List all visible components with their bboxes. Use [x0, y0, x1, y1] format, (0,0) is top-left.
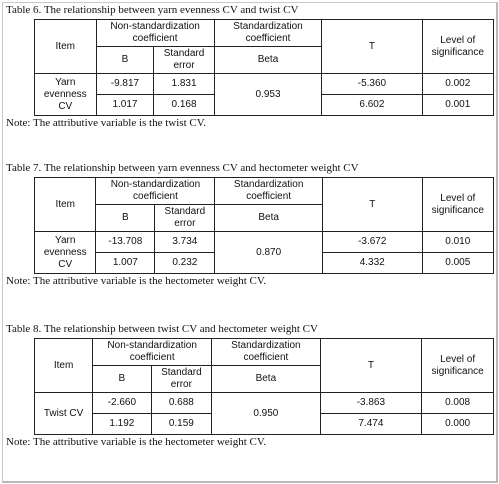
- header-non-std: Non-standardization coefficient: [96, 178, 215, 205]
- cell-se: 0.688: [151, 393, 212, 414]
- header-non-std: Non-standardization coefficient: [93, 339, 212, 366]
- header-non-std: Non-standardization coefficient: [96, 20, 214, 47]
- table-note: Note: The attributive variable is the twist CV.: [6, 117, 207, 129]
- header-item: Item: [35, 178, 96, 232]
- cell-b: -13.708: [96, 232, 155, 253]
- table-caption: Table 8. The relationship between twist CV and hectometer weight CV: [6, 323, 318, 335]
- cell-t: 6.602: [322, 95, 422, 116]
- row-item-label: Yarn evenness CV: [35, 74, 97, 116]
- cell-b: 1.007: [96, 253, 155, 274]
- cell-sig: 0.008: [422, 393, 494, 414]
- header-b: B: [96, 47, 154, 74]
- cell-t: 7.474: [320, 414, 422, 435]
- cell-se: 0.168: [154, 95, 214, 116]
- header-b: B: [96, 205, 155, 232]
- cell-t: -3.672: [322, 232, 422, 253]
- header-beta: Beta: [215, 205, 322, 232]
- table-note: Note: The attributive variable is the hectometer weight CV.: [6, 436, 267, 448]
- header-se: Standard error: [151, 366, 212, 393]
- cell-t: 4.332: [322, 253, 422, 274]
- cell-t: -3.863: [320, 393, 422, 414]
- cell-se: 0.159: [151, 414, 212, 435]
- header-b: B: [93, 366, 151, 393]
- cell-t: -5.360: [322, 74, 422, 95]
- cell-sig: 0.010: [422, 232, 493, 253]
- cell-b: 1.017: [96, 95, 154, 116]
- table-block-7: [6, 162, 494, 288]
- table-note: Note: The attributive variable is the hectometer weight CV.: [6, 275, 267, 287]
- regression-table: [34, 177, 494, 274]
- header-std: Standardization coefficient: [215, 178, 322, 205]
- cell-beta: 0.953: [214, 74, 322, 116]
- header-se: Standard error: [154, 47, 214, 74]
- row-item-label: Twist CV: [35, 393, 93, 435]
- header-level: Level of significance: [422, 178, 493, 232]
- header-se: Standard error: [155, 205, 215, 232]
- header-t: T: [322, 20, 422, 74]
- row-item-label: Yarn evenness CV: [35, 232, 96, 274]
- cell-sig: 0.002: [422, 74, 493, 95]
- cell-b: -9.817: [96, 74, 154, 95]
- cell-b: 1.192: [93, 414, 151, 435]
- header-std: Standardization coefficient: [212, 339, 320, 366]
- header-std: Standardization coefficient: [214, 20, 322, 47]
- cell-beta: 0.950: [212, 393, 320, 435]
- cell-sig: 0.000: [422, 414, 494, 435]
- cell-sig: 0.001: [422, 95, 493, 116]
- table-caption: Table 6. The relationship between yarn evenness CV and twist CV: [6, 4, 299, 16]
- cell-se: 0.232: [155, 253, 215, 274]
- header-item: Item: [35, 339, 93, 393]
- table-block-8: [6, 323, 494, 449]
- header-t: T: [320, 339, 422, 393]
- header-item: Item: [35, 20, 97, 74]
- cell-sig: 0.005: [422, 253, 493, 274]
- cell-se: 1.831: [154, 74, 214, 95]
- regression-table: [34, 19, 494, 116]
- cell-se: 3.734: [155, 232, 215, 253]
- cell-b: -2.660: [93, 393, 151, 414]
- header-t: T: [322, 178, 422, 232]
- header-level: Level of significance: [422, 20, 493, 74]
- regression-table: [34, 338, 494, 435]
- cell-beta: 0.870: [215, 232, 322, 274]
- table-caption: Table 7. The relationship between yarn evenness CV and hectometer weight CV: [6, 162, 359, 174]
- table-block-6: [6, 4, 494, 130]
- header-beta: Beta: [214, 47, 322, 74]
- header-beta: Beta: [212, 366, 320, 393]
- header-level: Level of significance: [422, 339, 494, 393]
